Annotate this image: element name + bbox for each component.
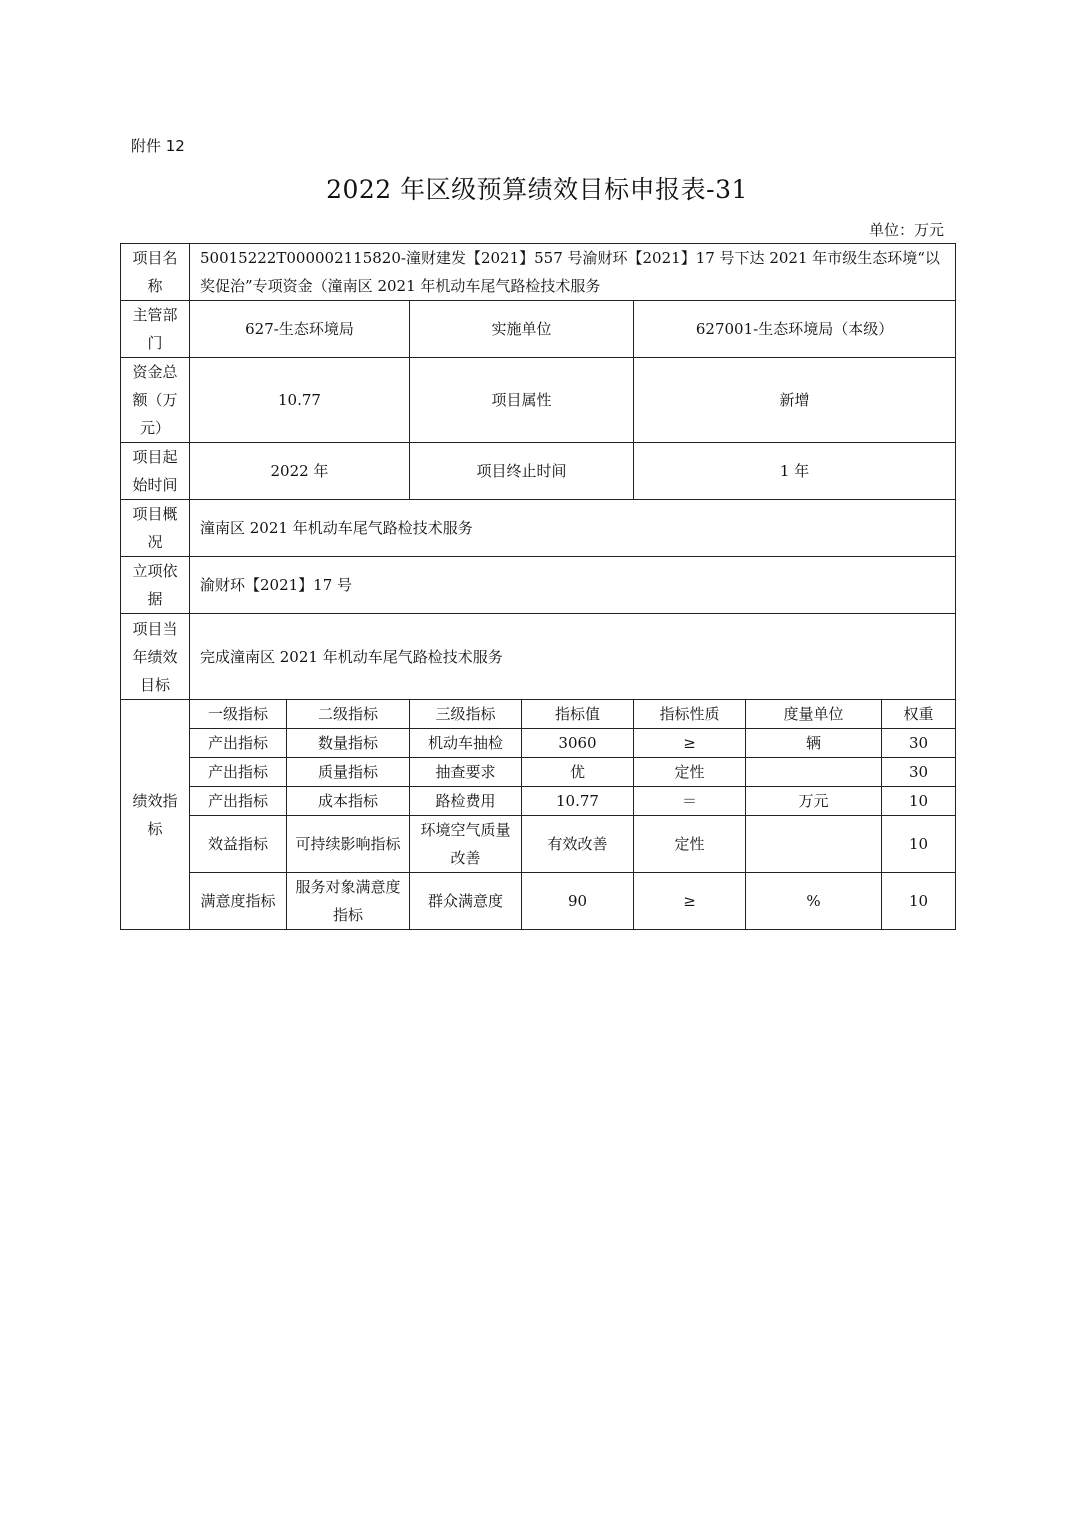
overview-value: 潼南区 2021 年机动车尾气路检技术服务 [190,500,956,557]
fund-label: 资金总额（万元） [121,358,190,443]
perf-cell: 机动车抽检 [410,729,522,758]
perf-cell: 10.77 [522,787,634,816]
perf-cell: 定性 [634,816,746,873]
perf-cell: 优 [522,758,634,787]
perf-cell: 产出指标 [190,758,287,787]
impl-value: 627001-生态环境局（本级） [634,301,956,358]
start-label: 项目起始时间 [121,443,190,500]
start-value: 2022 年 [190,443,410,500]
perf-cell: 产出指标 [190,729,287,758]
perf-row [121,787,956,816]
perf-cell: 成本指标 [287,787,410,816]
perf-cell: 路检费用 [410,787,522,816]
dept-value: 627-生态环境局 [190,301,410,358]
row-fund [121,358,956,443]
perf-cell: 抽查要求 [410,758,522,787]
row-basis [121,557,956,614]
perf-cell: 产出指标 [190,787,287,816]
perf-header-row [121,700,956,729]
perf-cell: 群众满意度 [410,873,522,930]
impl-label: 实施单位 [410,301,634,358]
budget-performance-table [120,243,956,930]
perf-header-cell: 度量单位 [746,700,882,729]
perf-cell: 30 [882,758,956,787]
project-name-label: 项目名称 [121,244,190,301]
end-label: 项目终止时间 [410,443,634,500]
perf-cell: 质量指标 [287,758,410,787]
perf-header-cell: 二级指标 [287,700,410,729]
perf-cell: 数量指标 [287,729,410,758]
perf-cell: 满意度指标 [190,873,287,930]
perf-label: 绩效指标 [121,700,190,930]
perf-header-cell: 指标性质 [634,700,746,729]
perf-header-cell: 三级指标 [410,700,522,729]
perf-cell: 10 [882,873,956,930]
perf-header-cell: 指标值 [522,700,634,729]
perf-cell: ＝ [634,787,746,816]
perf-cell: 90 [522,873,634,930]
basis-label: 立项依据 [121,557,190,614]
perf-row [121,729,956,758]
perf-cell: 环境空气质量改善 [410,816,522,873]
perf-row [121,816,956,873]
basis-value: 渝财环【2021】17 号 [190,557,956,614]
attr-label: 项目属性 [410,358,634,443]
goal-label: 项目当年绩效目标 [121,614,190,700]
perf-header-cell: 权重 [882,700,956,729]
perf-cell: 3060 [522,729,634,758]
perf-row [121,758,956,787]
row-department [121,301,956,358]
end-value: 1 年 [634,443,956,500]
attachment-label: 附件 12 [131,137,185,155]
perf-cell: 10 [882,787,956,816]
document-title: 2022 年区级预算绩效目标申报表-31 [326,175,748,204]
perf-cell: % [746,873,882,930]
project-name-value: 50015222T000002115820-潼财建发【2021】557 号渝财环【2021】17 号下达 2021 年市级生态环境“以奖促治”专项资金（潼南区 2021 年机动车尾气路检技术服务 [190,244,956,301]
row-goal [121,614,956,700]
perf-cell: 30 [882,729,956,758]
perf-cell: 有效改善 [522,816,634,873]
row-project-name [121,244,956,301]
perf-cell: 辆 [746,729,882,758]
dept-label: 主管部门 [121,301,190,358]
fund-value: 10.77 [190,358,410,443]
perf-cell: 可持续影响指标 [287,816,410,873]
perf-cell: 万元 [746,787,882,816]
row-period [121,443,956,500]
overview-label: 项目概况 [121,500,190,557]
attr-value: 新增 [634,358,956,443]
perf-header-cell: 一级指标 [190,700,287,729]
perf-cell [746,758,882,787]
perf-cell: 效益指标 [190,816,287,873]
unit-label: 单位：万元 [868,221,944,239]
perf-cell: 服务对象满意度指标 [287,873,410,930]
perf-row [121,873,956,930]
perf-cell: ≥ [634,873,746,930]
perf-cell: ≥ [634,729,746,758]
goal-value: 完成潼南区 2021 年机动车尾气路检技术服务 [190,614,956,700]
perf-cell [746,816,882,873]
perf-cell: 10 [882,816,956,873]
perf-cell: 定性 [634,758,746,787]
row-overview [121,500,956,557]
